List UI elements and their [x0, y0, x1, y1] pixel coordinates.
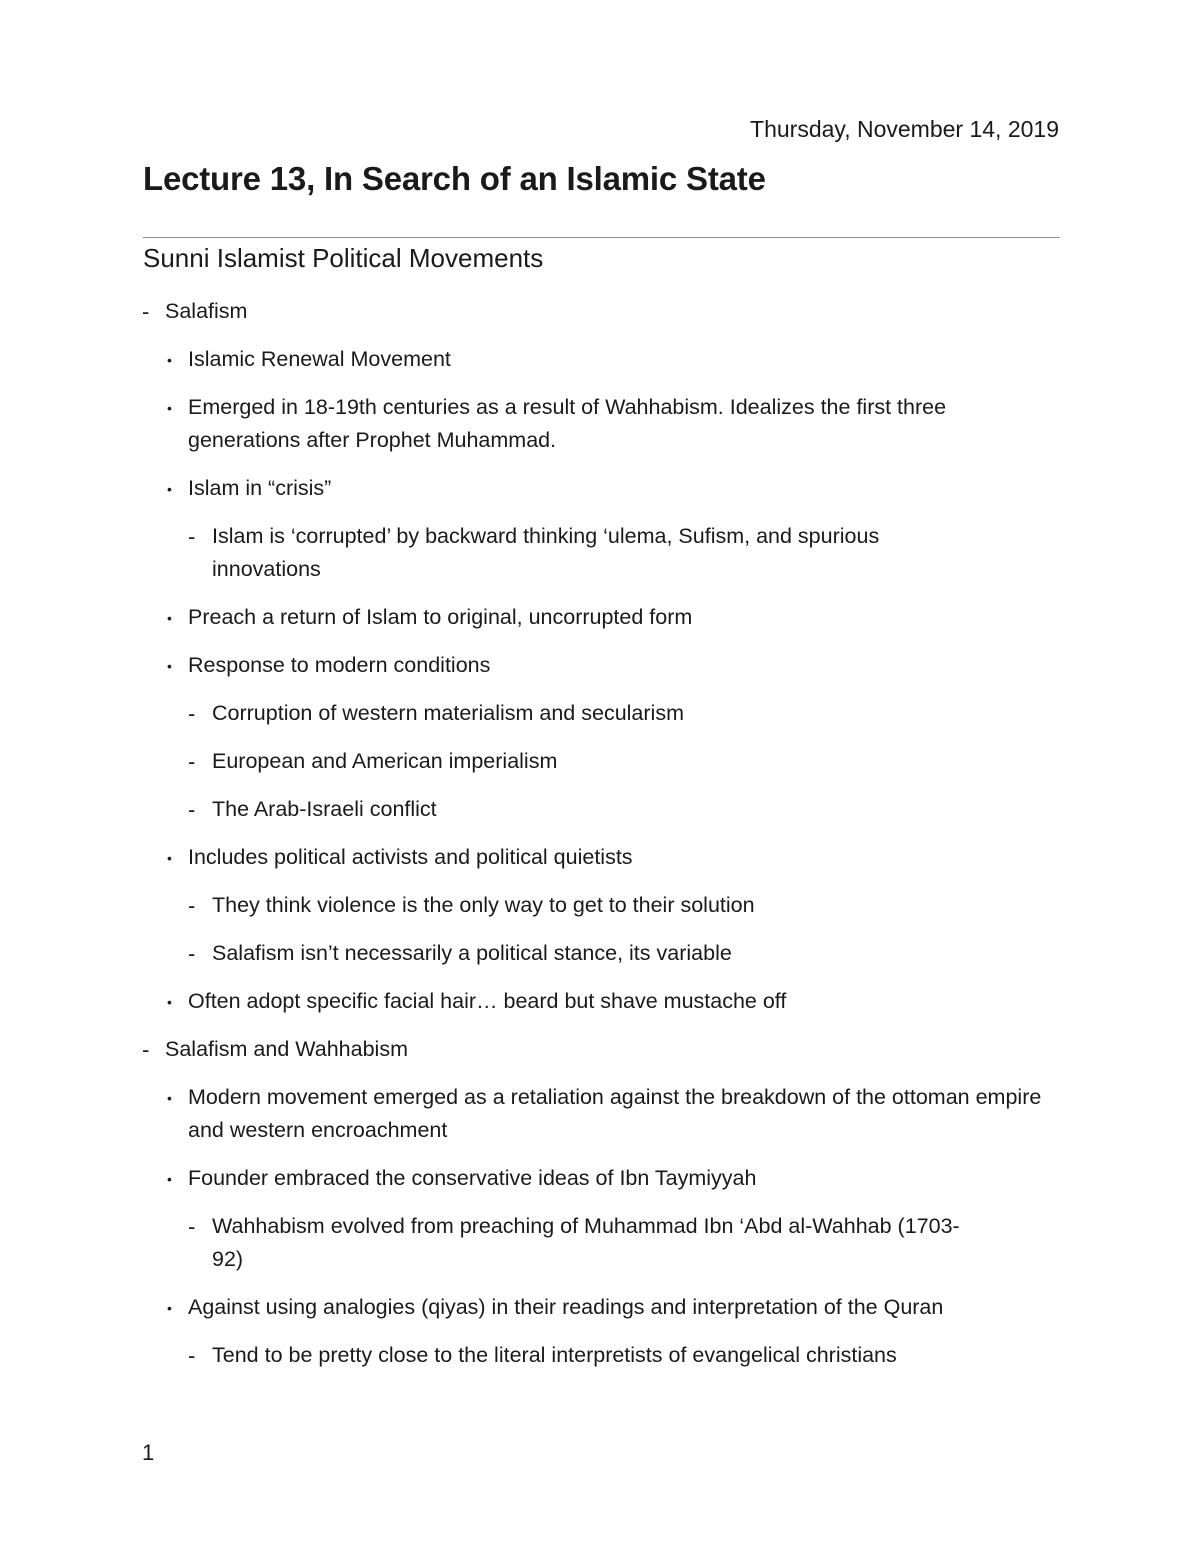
dash-bullet-icon: - — [188, 797, 196, 822]
outline-item-level-2 — [0, 889, 992, 922]
dot-bullet-icon: • — [167, 1300, 172, 1316]
dot-bullet-icon: • — [167, 658, 172, 674]
outline-item-text: Corruption of western materialism and secularism — [212, 701, 684, 725]
outline-item-level-2 — [0, 745, 972, 778]
outline-item-level-2 — [0, 793, 972, 826]
outline-item-level-1 — [0, 343, 1058, 376]
dot-bullet-icon: • — [167, 1090, 172, 1106]
outline-item-level-1 — [0, 649, 1058, 682]
outline-item-text: They think violence is the only way to get to their solution — [212, 893, 755, 917]
outline-item-level-1 — [0, 472, 1058, 505]
outline-item-level-1 — [0, 841, 1058, 874]
outline-item-level-1 — [0, 985, 1058, 1018]
outline-item-text: Islam is ‘corrupted’ by backward thinking ‘ulema, Sufism, and spurious innovations — [212, 524, 880, 581]
outline-list — [0, 295, 1200, 1387]
outline-item-level-0 — [0, 1033, 1055, 1066]
outline-item-text: Salafism and Wahhabism — [165, 1037, 408, 1061]
outline-item-level-2 — [0, 520, 972, 586]
outline-item-text: European and American imperialism — [212, 749, 558, 773]
section-heading: Sunni Islamist Political Movements — [143, 243, 544, 273]
outline-item-text: Tend to be pretty close to the literal interpretists of evangelical christians — [212, 1343, 897, 1367]
page-title: Lecture 13, In Search of an Islamic State — [143, 160, 766, 197]
dash-bullet-icon: - — [142, 1037, 150, 1062]
dash-bullet-icon: - — [188, 941, 196, 966]
outline-item-text: Against using analogies (qiyas) in their readings and interpretation of the Quran — [188, 1295, 944, 1319]
dash-bullet-icon: - — [188, 749, 196, 774]
outline-item-text: Founder embraced the conservative ideas of Ibn Taymiyyah — [188, 1166, 757, 1190]
outline-item-text: Often adopt specific facial hair… beard but shave mustache off — [188, 989, 787, 1013]
outline-item-level-1 — [0, 1081, 1058, 1147]
outline-item-text: Salafism isn’t necessarily a political stance, its variable — [212, 941, 732, 965]
outline-item-text: Emerged in 18-19th centuries as a result of Wahhabism. Idealizes the first three generations after Prophet Muhammad. — [188, 395, 947, 452]
outline-item-text: Salafism — [165, 299, 248, 323]
outline-item-text: Includes political activists and political quietists — [188, 845, 633, 869]
dot-bullet-icon: • — [167, 400, 172, 416]
dot-bullet-icon: • — [167, 850, 172, 866]
dot-bullet-icon: • — [167, 610, 172, 626]
dot-bullet-icon: • — [167, 352, 172, 368]
dash-bullet-icon: - — [188, 1214, 196, 1239]
page-number: 1 — [142, 1440, 155, 1465]
lecture-date: Thursday, November 14, 2019 — [750, 116, 1059, 142]
dash-bullet-icon: - — [142, 299, 150, 324]
outline-item-level-2 — [0, 1339, 992, 1372]
outline-item-text: Islam in “crisis” — [188, 476, 332, 500]
dash-bullet-icon: - — [188, 893, 196, 918]
dot-bullet-icon: • — [167, 994, 172, 1010]
outline-item-text: Preach a return of Islam to original, uncorrupted form — [188, 605, 693, 629]
dash-bullet-icon: - — [188, 701, 196, 726]
outline-item-level-2 — [0, 937, 992, 970]
outline-item-level-1 — [0, 601, 1058, 634]
dash-bullet-icon: - — [188, 524, 196, 549]
outline-item-level-0 — [0, 295, 1055, 328]
outline-item-text: Modern movement emerged as a retaliation against the breakdown of the ottoman empire and western encroachment — [188, 1085, 1042, 1142]
outline-item-text: The Arab-Israeli conflict — [212, 797, 437, 821]
outline-item-level-1 — [0, 1291, 1058, 1324]
outline-item-text: Wahhabism evolved from preaching of Muhammad Ibn ‘Abd al-Wahhab (1703-92) — [212, 1214, 960, 1271]
title-divider — [143, 237, 1060, 238]
outline-item-level-2 — [0, 697, 972, 730]
outline-item-text: Response to modern conditions — [188, 653, 491, 677]
dot-bullet-icon: • — [167, 481, 172, 497]
outline-item-level-1 — [0, 391, 1058, 457]
dot-bullet-icon: • — [167, 1171, 172, 1187]
dash-bullet-icon: - — [188, 1343, 196, 1368]
outline-item-text: Islamic Renewal Movement — [188, 347, 451, 371]
outline-item-level-2 — [0, 1210, 972, 1276]
outline-item-level-1 — [0, 1162, 1058, 1195]
